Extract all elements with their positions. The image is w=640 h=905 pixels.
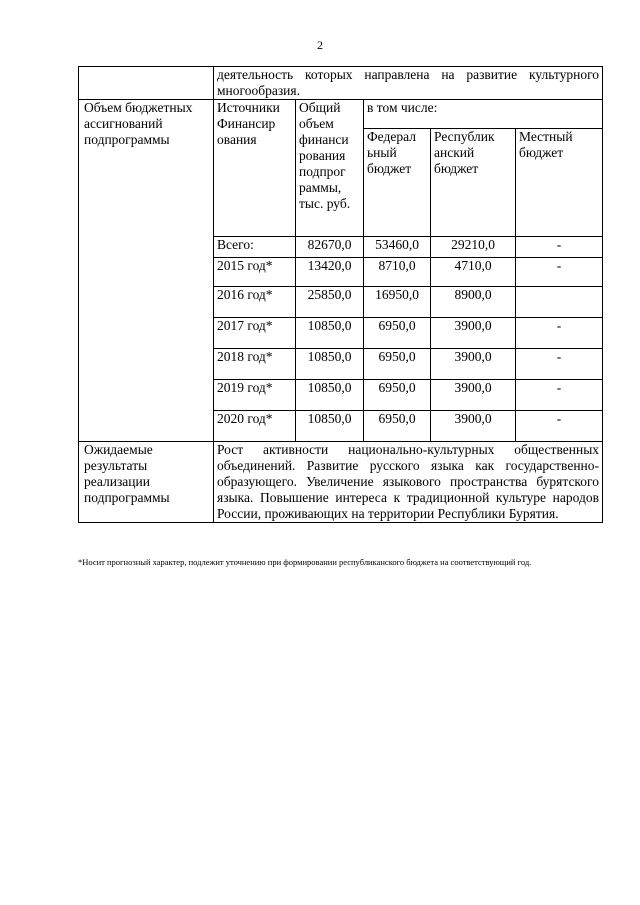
intro-empty-cell: [79, 67, 214, 100]
row-label: 2017 год*: [214, 318, 296, 349]
footnote: *Носит прогнозный характер, подлежит уточнению при формировании республиканского бюджета на соответствующий год.: [78, 557, 532, 567]
row-federal: 8710,0: [364, 258, 431, 287]
row-label: 2019 год*: [214, 380, 296, 411]
row-total: 10850,0: [296, 411, 364, 442]
row-label: 2020 год*: [214, 411, 296, 442]
row-total: 10850,0: [296, 318, 364, 349]
intro-text: деятельность которых направлена на развитие культурного многообразия.: [214, 67, 603, 100]
row-republic: 4710,0: [431, 258, 516, 287]
subprogram-passport-table: [78, 66, 603, 523]
row-local: -: [516, 318, 603, 349]
header-republic: Республик анский бюджет: [431, 129, 516, 237]
row-federal: 6950,0: [364, 380, 431, 411]
row-total: 10850,0: [296, 380, 364, 411]
row-republic: 29210,0: [431, 237, 516, 258]
row-total: 82670,0: [296, 237, 364, 258]
row-republic: 3900,0: [431, 318, 516, 349]
header-sources: Источники Финансир ования: [214, 100, 296, 237]
row-local: -: [516, 349, 603, 380]
row-republic: 8900,0: [431, 287, 516, 318]
header-federal: Федерал ьный бюджет: [364, 129, 431, 237]
row-federal: 6950,0: [364, 349, 431, 380]
header-total: Общий объем финанси рования подпрог раммы, тыс. руб.: [296, 100, 364, 237]
row-federal: 16950,0: [364, 287, 431, 318]
header-including: в том числе:: [364, 100, 603, 129]
row-federal: 53460,0: [364, 237, 431, 258]
results-text: Рост активности национально-культурных общественных объединений. Развитие русского языка как государственно-образующего. Увеличение языкового пространства бурятского языка. Повышение интереса к традиционной культуре народов России, проживающих на территории Республики Бурятия.: [214, 442, 603, 523]
row-republic: 3900,0: [431, 380, 516, 411]
row-local: -: [516, 380, 603, 411]
intro-row: [79, 67, 603, 100]
page-number: 2: [317, 38, 323, 52]
row-local: -: [516, 411, 603, 442]
row-label: 2018 год*: [214, 349, 296, 380]
row-label: 2015 год*: [214, 258, 296, 287]
row-republic: 3900,0: [431, 349, 516, 380]
row-total: 10850,0: [296, 349, 364, 380]
header-local: Местный бюджет: [516, 129, 603, 237]
row-total: 13420,0: [296, 258, 364, 287]
row-total: 25850,0: [296, 287, 364, 318]
budget-label: Объем бюджетных ассигнований подпрограммы: [79, 100, 214, 442]
row-local: [516, 287, 603, 318]
row-republic: 3900,0: [431, 411, 516, 442]
results-label: Ожидаемые результаты реализации подпрограммы: [79, 442, 214, 523]
row-federal: 6950,0: [364, 318, 431, 349]
row-local: -: [516, 258, 603, 287]
row-label: 2016 год*: [214, 287, 296, 318]
results-row: [79, 442, 603, 523]
budget-header-row: [79, 100, 603, 129]
row-label: Всего:: [214, 237, 296, 258]
row-local: -: [516, 237, 603, 258]
row-federal: 6950,0: [364, 411, 431, 442]
